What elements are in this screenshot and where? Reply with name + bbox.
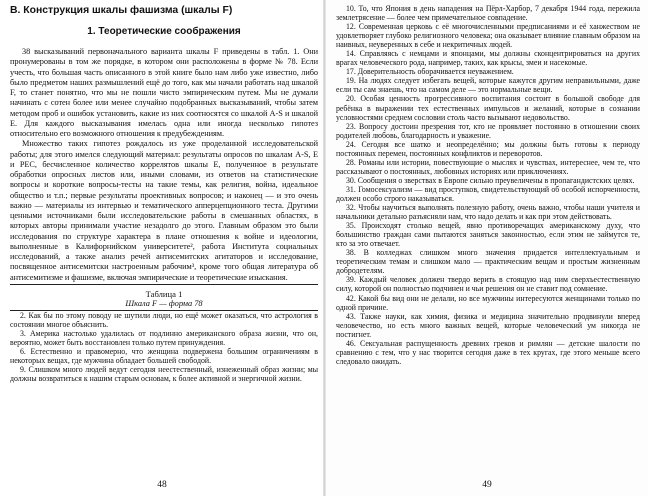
statement-item: 10. То, что Япония в день нападения на Пёрл-Харбор, 7 декабря 1944 года, пережила землетрясение — более чем примечательное совпадение. bbox=[336, 4, 640, 23]
section-title: В. Конструкция шкалы фашизма (шкалы F) bbox=[10, 5, 233, 16]
statement-item: 30. Сообщения о зверствах в Европе сильно преувеличены в пропагандистских целях. bbox=[346, 175, 635, 185]
right-page bbox=[326, 0, 648, 496]
table-subtitle: Шкала F — форма 78 bbox=[10, 299, 318, 311]
page-number: 48 bbox=[157, 480, 167, 490]
statement-item: 28. Романы или истории, повествующие о мыслях и чувствах, интереснее, чем те, что рассказывают о постоянных, любовных историях или приключениях. bbox=[336, 157, 640, 176]
statement-item: 38. В колледжах слишком много значения придается интеллектуальным и теоретическим темам и слишком мало — практическим вещам и простым жизненным добродетелям. bbox=[336, 248, 640, 276]
statement-item: 35. Происходят столько вещей, явно противоречащих американскому духу, что большинство граждан сами пытаются заняться законностью, если этим не займутся те, кто за это отвечает. bbox=[336, 221, 640, 249]
table-title: Таблица 1 bbox=[145, 288, 183, 299]
table-item: 6. Естественно и правомерно, что женщина подвержена большим ограничениям в некоторых вещах, где мужчина обладает большей свободой. bbox=[10, 346, 318, 365]
table-item: 2. Как бы по этому поводу не шутили люди, но ещё может оказаться, что астрология в состоянии многое объяснить. bbox=[10, 310, 318, 329]
statement-item: 24. Сегодня все шатко и неопределённо; мы должны быть готовы к периоду постоянных перемен, постоянных конфликтов и переворотов. bbox=[336, 139, 640, 158]
statement-item: 42. Какой бы вид они не делали, но все мужчины интересуются женщинами только по одной причине. bbox=[336, 293, 640, 312]
body-paragraph: 38 высказываний первоначального варианта шкалы F приведены в табл. 1. Они пронумерованы в том же порядке, в котором они расположены в форме № 78. Если учесть, что большая часть описанного в этой книге было нам либо уже известно, либо было предметом наших размышлений ещё до того, как мы начали работать над шкалой F, то станет понятно, что мы не пошли чисто эмпирическим путем. Мы не думали начинать с сотен более или менее случайно подобранных высказываний, чтобы затем методом проб и ошибок установить, какие из них соотносятся со шкалой A-S и шкалой E. Для каждого высказывания имелась одна или иногда несколько гипотез относительно его возможного отношения к предубеждениям. bbox=[10, 47, 318, 138]
statement-item: 32. Чтобы научиться выполнять полезную работу, очень важно, чтобы наши учителя и начальники детально разъясняли нам, что надо делать и как при этом действовать. bbox=[336, 203, 640, 222]
statement-item: 12. Современная церковь с её многочисленными предписаниями и её ханжеством не удовлетворяет глубоко религиозного человека; она оказывает влияние главным образом на наивных, неуверенных в себе и некритичных людей. bbox=[336, 22, 640, 50]
statement-item: 14. Справляясь с немцами и японцами, мы должны сконцентрироваться на других врагах человеческого рода, например, таких, как крысы, змеи и насекомые. bbox=[336, 49, 640, 68]
statement-item: 39. Каждый человек должен твердо верить в стоящую над ним сверхъестественную силу, которой он полностью подчинен и чьи решения он не ставит под сомнение. bbox=[336, 275, 640, 294]
statement-item: 19. На людях следует избегать вещей, которые кажутся другим неправильными, даже если ты сам знаешь, что на самом деле — это нормальные вещи. bbox=[336, 76, 640, 95]
table-item: 3. Америка настолько удалилась от подлинно американского образа жизни, что он, вероятно, может быть восстановлен только путем принуждения. bbox=[10, 328, 318, 347]
page-number: 49 bbox=[482, 480, 492, 490]
statement-list bbox=[336, 4, 640, 366]
statement-item: 43. Также науки, как химия, физика и медицина значительно продвинули вперед человечество, но есть много важных вещей, которые человеческий ум никогда не постигнет. bbox=[336, 311, 640, 339]
statement-item: 46. Сексуальная распущенность древних греков и римлян — детские шалости по сравнению с тем, что у нас творится сегодня даже в тех кругах, где этого меньше всего следовало ожидать. bbox=[336, 338, 640, 366]
statement-item: 31. Гомосексуализм — вид проступков, свидетельствующий об особой испорченности, должен особо строго наказываться. bbox=[336, 184, 640, 203]
statement-item: 20. Особая ценность прогрессивного воспитания состоит в большой свободе для ребёнка в выражении тех естественных импульсов и желаний, которые в сознании условностями среднем сословии столь часто вызывают недовольство. bbox=[336, 94, 640, 122]
statement-item: 23. Вопросу достоин презрения тот, кто не проявляет постоянно в отношении своих родителей любовь, благодарность и уважение. bbox=[336, 121, 640, 140]
statement-item: 17. Доверительность оборачивается неуважением. bbox=[346, 67, 514, 77]
subsection-title: 1. Теоретические соображения bbox=[87, 26, 241, 37]
table-items bbox=[10, 311, 318, 383]
table-top-rule bbox=[10, 284, 318, 285]
table-item: 9. Слишком много людей ведут сегодня неестественный, изнеженный образ жизни; мы должны возвратиться к нашим старым основам, к более активной и энергичной жизни. bbox=[10, 365, 318, 384]
body-paragraph: Множество таких гипотез рождалось из уже проделанной исследовательской работы; для этого имелся следующий материал: результаты опросов по шкалам A-S, E и PEC, бесчисленное количество коррелятов шкалы E, полученное в результате обработки опросных листов или, иными словами, из ответов на статистические вопросы и короткие вопросы-тесты на такие темы, как религия, война, идеальное общество и т.п.; первые результаты проективных вопросов; и наконец — и это очень важно — материалы из интервью и тематического апперцепционного теста. Другими ценными источниками были исследовательские работы в смешанных областях, в которых авторы принимали участие незадолго до этого. Главным образом это были исследования по структуре характера в плане отношения к войне и идеологии, выполненные в Калифорнийском университете², работа Института социальных исследований, а также анализ речей антисемитских агитаторов и исследование, посвященное антисемитски настроенным рабочим³, кроме того общая литература об антисемитизме и фашизме, включая эмпирические и теоретические изыскания. bbox=[10, 139, 318, 282]
